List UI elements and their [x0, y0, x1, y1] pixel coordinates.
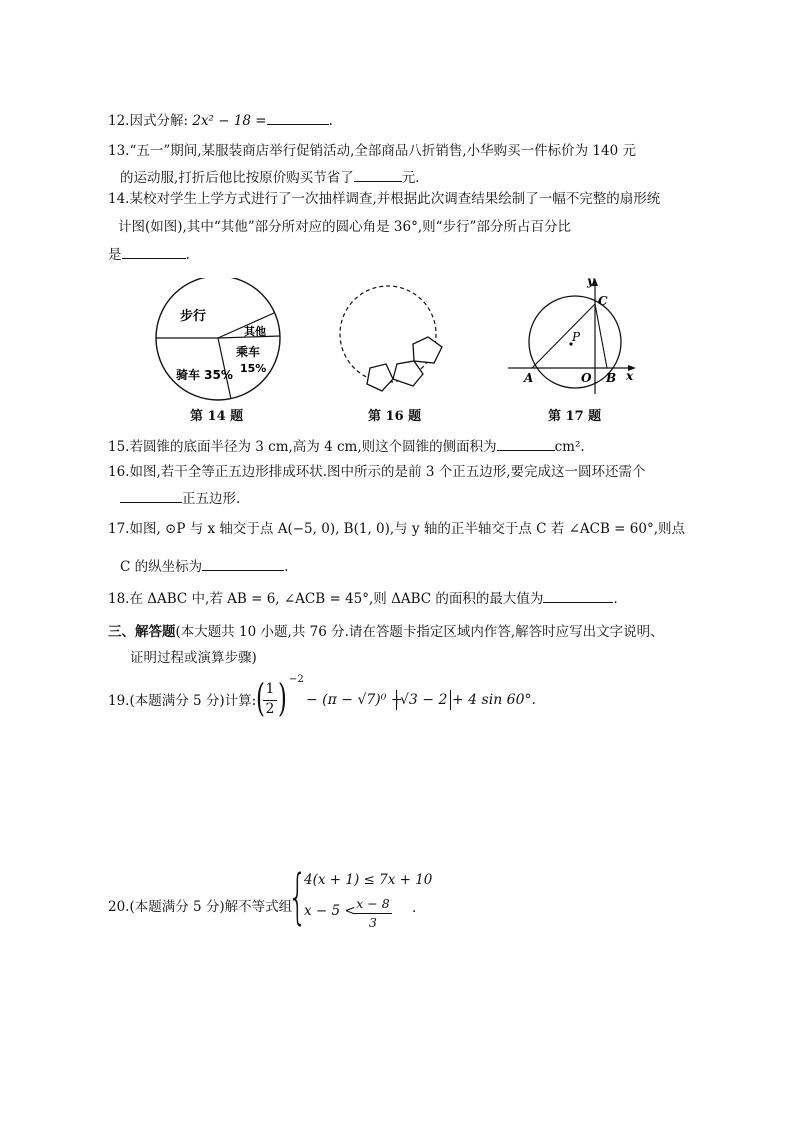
q19-rest2: + 4 sin 60°. [452, 692, 536, 708]
fig16-pentagon-2 [393, 361, 423, 386]
q20-prefix: 20.(本题满分 5 分)解不等式组 [108, 899, 293, 915]
q20-ineq2-num: x − 8 [356, 896, 390, 911]
fig17-label-p: P [572, 330, 581, 344]
q18-suffix: . [613, 591, 618, 607]
section3-title: 三、解答题 [108, 624, 176, 640]
q16-line2-suffix: 正五边形. [182, 491, 241, 507]
q13-line1: 13.“五一”期间,某服装商店举行促销活动,全部商品八折销售,小华购买一件标价为 140 元 [108, 143, 636, 159]
q17-line2-suffix: . [284, 559, 289, 575]
q13-line2-suffix: 元. [401, 170, 420, 186]
q19-rest1: − (π − √7)⁰ + [306, 692, 403, 708]
fig17-segment-bc [595, 304, 607, 368]
q12-answer-blank[interactable] [267, 110, 329, 125]
q20-ineq1: 4(x + 1) ≤ 7x + 10 [304, 872, 433, 888]
q20-frac-bar [354, 913, 392, 914]
section3-line1: (本大题共 10 小题,共 76 分.请在答题卡指定区域内作答,解答时应写出文字说明、 [175, 624, 664, 640]
q15-answer-blank[interactable] [497, 436, 555, 451]
q19-frac-num: 1 [265, 681, 275, 697]
q19-right-paren: ) [278, 676, 287, 720]
fig17-label-x: x [626, 369, 634, 383]
fig17-label-c: C [598, 294, 608, 308]
q14-line3-suffix: . [185, 247, 190, 263]
q19-prefix: 19.(本题满分 5 分)计算: [108, 693, 257, 709]
q13-line2-prefix: 的运动服,打折后他比按原价购买节省了 [120, 170, 354, 186]
q13-answer-blank[interactable] [354, 167, 402, 182]
fig14-label-bike: 骑车 35% [176, 368, 233, 382]
q18-answer-blank[interactable] [543, 588, 613, 603]
q19-left-paren: ( [256, 676, 265, 720]
fig14-pie-chart [148, 278, 288, 418]
fig16-pentagon-1 [367, 364, 393, 391]
q15-suffix: cm². [554, 439, 585, 455]
fig16-pentagon-ring [330, 284, 454, 404]
fig14-label-other: 其他 [244, 325, 266, 338]
fig17-label-y: y [587, 276, 594, 288]
question-12 [108, 110, 333, 130]
q14-line1: 14.某校对学生上学方式进行了一次抽样调查,并根据此次调查结果绘制了一幅不完整的扇形统 [108, 191, 661, 207]
fig14-label-walk: 步行 [180, 309, 207, 324]
q19-expression [256, 674, 536, 724]
fig17-segment-ac [532, 304, 595, 368]
question-16-line2 [120, 488, 240, 508]
q17-line2-prefix: C 的纵坐标为 [120, 559, 203, 575]
question-15 [108, 436, 585, 456]
q14-line3-prefix: 是 [108, 247, 122, 263]
question-17-line2 [120, 556, 288, 576]
q18-prefix: 18.在 ΔABC 中,若 AB = 6, ∠ACB = 45°,则 ΔABC 的面积的最大值为 [108, 591, 544, 607]
fig14-label-bus-pct: 15% [240, 362, 267, 375]
section3-header [108, 623, 664, 641]
q14-line2: 计图(如图),其中“其他”部分所对应的圆心角是 36°,则“步行”部分所占百分比 [118, 219, 571, 235]
q16-answer-blank[interactable] [120, 488, 182, 503]
q19-abs: √3 − 2 [396, 690, 451, 710]
fig17-coordinate-diagram [508, 276, 640, 404]
q12-end: . [328, 113, 333, 129]
q20-system [288, 862, 433, 940]
fig17-label-a: A [524, 371, 534, 385]
q20-end: . [412, 900, 417, 916]
q17-answer-blank[interactable] [202, 556, 284, 571]
q20-brace: { [288, 862, 308, 932]
q12-expression: 2x² − 18 = [192, 113, 267, 129]
question-13-line2 [120, 167, 420, 187]
fig16-caption: 第 16 题 [368, 409, 422, 424]
q17-line1: 17.如图, ⊙P 与 x 轴交于点 A(−5, 0), B(1, 0),与 y 轴的正半轴交于点 C 若 ∠ACB = 60°,则点 [108, 521, 686, 537]
fig14-label-bus: 乘车 [236, 345, 261, 359]
q20-ineq2-left: x − 5 < [304, 903, 356, 919]
question-14-line3 [108, 244, 190, 264]
fig17-caption: 第 17 题 [548, 409, 602, 424]
q20-ineq2-den: 3 [369, 915, 377, 930]
q12-prefix: 12.因式分解: [108, 113, 189, 129]
question-18 [108, 588, 618, 608]
fig17-label-o: O [581, 371, 592, 385]
q16-line1: 16.如图,若干全等正五边形排成环状.图中所示的是前 3 个正五边形,要完成这一圆环还需个 [108, 464, 646, 480]
fig14-caption: 第 14 题 [190, 409, 244, 424]
q19-exponent: −2 [289, 674, 304, 685]
section3-line2: 证明过程或演算步骤) [130, 650, 257, 666]
q19-frac-den: 2 [265, 701, 275, 717]
fig16-pentagon-3 [413, 337, 442, 363]
q15-prefix: 15.若圆锥的底面半径为 3 cm,高为 4 cm,则这个圆锥的侧面积为 [108, 439, 497, 455]
fig17-label-b: B [606, 371, 617, 385]
q14-answer-blank[interactable] [122, 244, 186, 259]
